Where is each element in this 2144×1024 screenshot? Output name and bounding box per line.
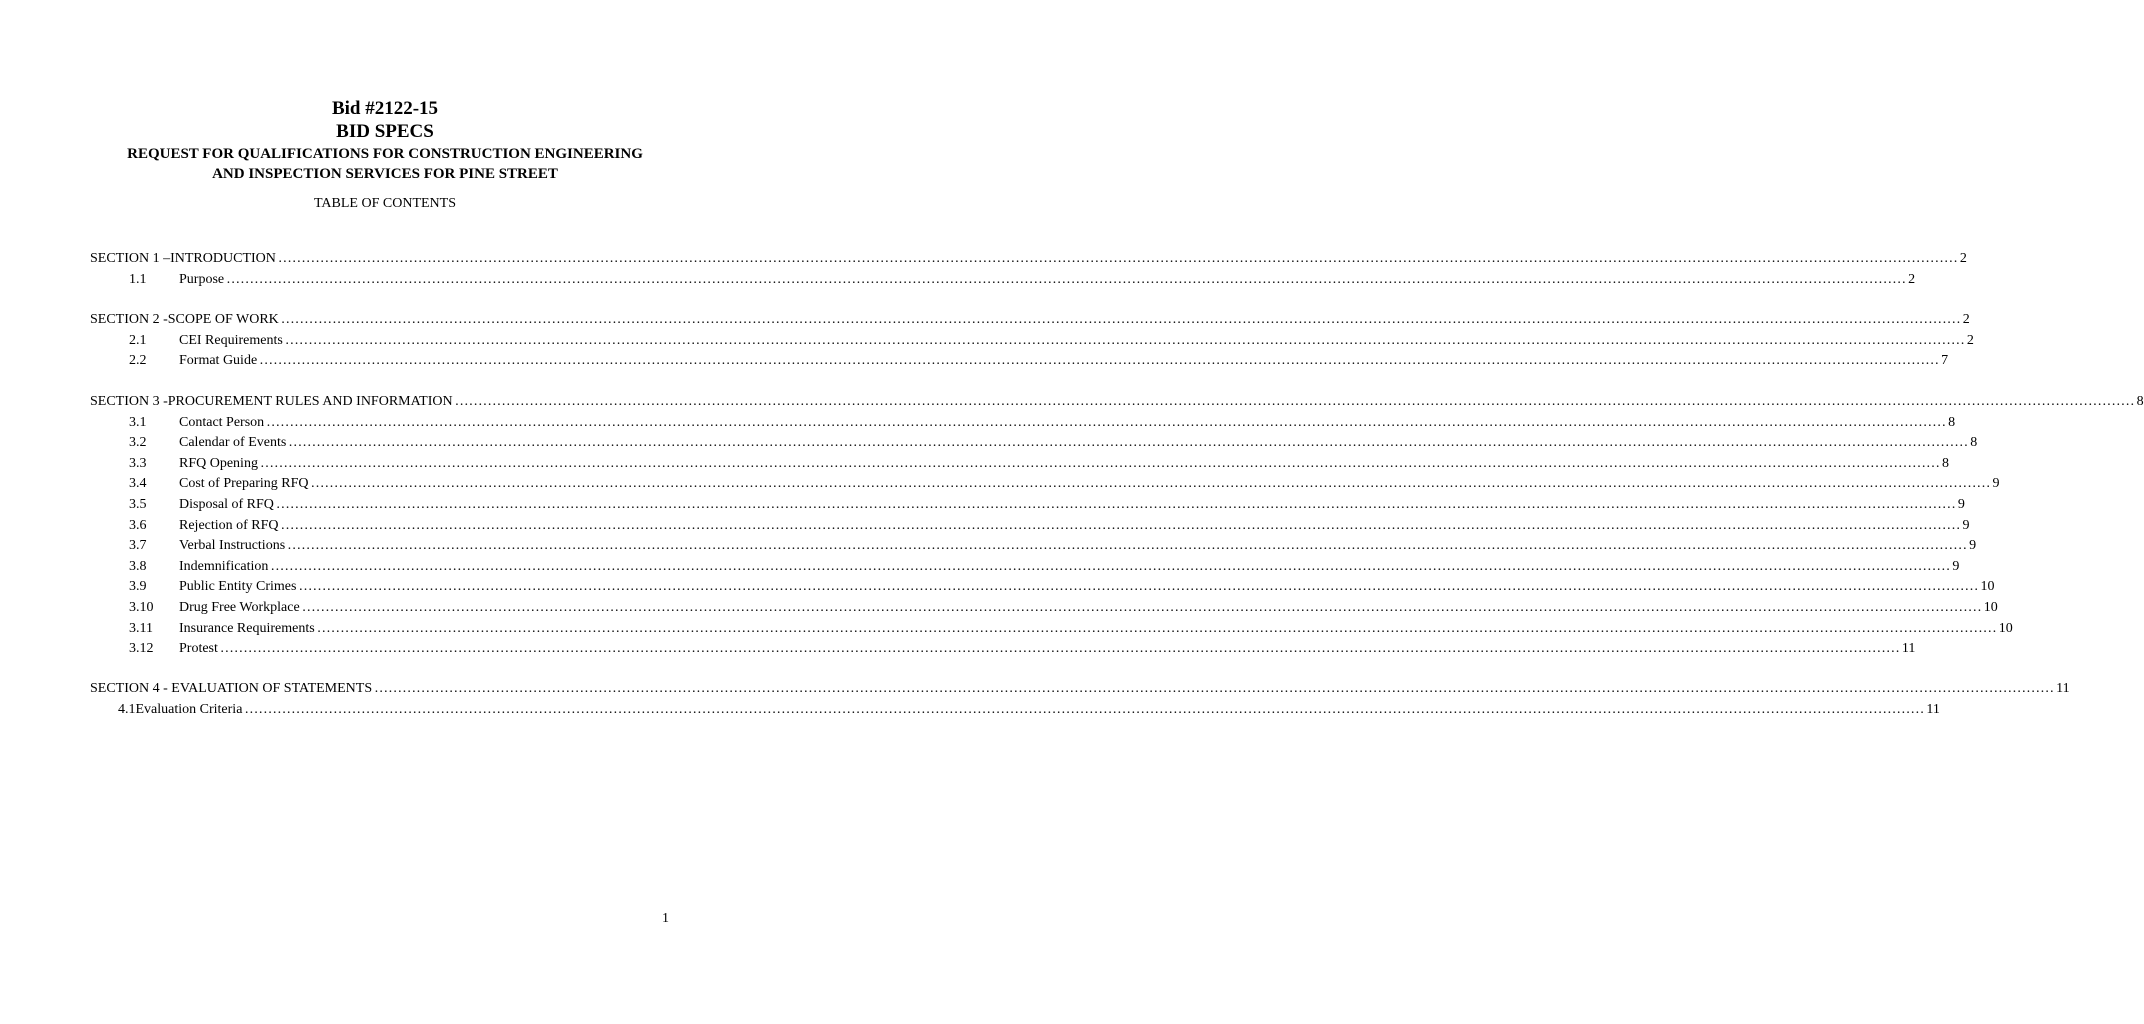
page-number: 1: [662, 911, 669, 926]
toc-section-label: SECTION 4 - EVALUATION OF STATEMENTS: [90, 681, 373, 696]
toc-leader-dots: ………………………………………………………………………………………………………………………………………………………………………………………………………………………………………………………………………………………………………………………………: [280, 517, 1961, 533]
toc-item-row: [129, 455, 1949, 473]
toc-section-row: [90, 311, 1970, 329]
toc-item-row: [129, 414, 1956, 432]
toc-leader-dots: ………………………………………………………………………………………………………………………………………………………………………………………………………………………………………………………………………………………………………………………………: [288, 435, 1969, 451]
toc-leader-dots: ………………………………………………………………………………………………………………………………………………………………………………………………………………………………………………………………………………………………………………………………: [298, 579, 1979, 595]
toc-leader-dots: ………………………………………………………………………………………………………………………………………………………………………………………………………………………………………………………………………………………………………………………………: [280, 312, 1961, 327]
toc-leader-dots: ………………………………………………………………………………………………………………………………………………………………………………………………………………………………………………………………………………………………………………………………: [266, 414, 1947, 430]
toc-leader-dots: ………………………………………………………………………………………………………………………………………………………………………………………………………………………………………………………………………………………………………………………………: [316, 620, 1997, 636]
toc-item-row: [129, 558, 1960, 576]
toc-item-label: [129, 352, 257, 370]
toc-section-row: [90, 680, 2070, 698]
toc-item-label: [129, 558, 268, 576]
toc-item-number: 3.11: [129, 620, 153, 636]
bid-number: Bid #2122-15: [331, 98, 439, 119]
toc-item-label: [129, 332, 283, 350]
toc-item-number: 2.1: [129, 332, 147, 348]
toc-item-row: [129, 640, 1916, 658]
toc-page-number: 8: [1970, 435, 1978, 451]
toc-leader-dots: ………………………………………………………………………………………………………………………………………………………………………………………………………………………………………………………………………………………………………………………………: [284, 332, 1965, 348]
toc-section-label: SECTION 3 -PROCUREMENT RULES AND INFORMATION: [90, 394, 453, 409]
toc-item-number: 4.1: [118, 701, 136, 717]
toc-section-label: SECTION 1 –INTRODUCTION: [90, 251, 276, 266]
toc-section-row: [90, 250, 1967, 268]
toc-item-label: [129, 475, 309, 493]
toc-page-number: 10: [1983, 600, 1998, 615]
toc-leader-dots: ………………………………………………………………………………………………………………………………………………………………………………………………………………………………………………………………………………………………………………………………: [259, 353, 1940, 369]
toc-item-row: [118, 701, 1940, 719]
toc-leader-dots: ………………………………………………………………………………………………………………………………………………………………………………………………………………………………………………………………………………………………………………………………: [301, 600, 1982, 615]
toc-leader-dots: ………………………………………………………………………………………………………………………………………………………………………………………………………………………………………………………………………………………………………………………………: [270, 558, 1951, 574]
toc-page-number: 2: [1908, 271, 1916, 287]
toc-page-number: 2: [1959, 251, 1967, 266]
toc-item-label: [129, 496, 274, 514]
toc-item-row: [129, 599, 1998, 617]
toc-page-number: 9: [1957, 497, 1965, 512]
toc-item-title: Calendar of Events: [179, 435, 287, 451]
toc-leader-dots: ………………………………………………………………………………………………………………………………………………………………………………………………………………………………………………………………………………………………………………………………: [244, 701, 1925, 717]
toc-item-row: [129, 578, 1995, 596]
toc-item-number: 3.6: [129, 517, 147, 533]
toc-item-title: Contact Person: [179, 414, 265, 430]
toc-leader-dots: ………………………………………………………………………………………………………………………………………………………………………………………………………………………………………………………………………………………………………………………………: [226, 271, 1907, 287]
toc-item-label: [129, 517, 279, 535]
toc-item-title: Verbal Instructions: [179, 538, 286, 554]
toc-page-number: 9: [1969, 538, 1977, 554]
toc-item-title: Cost of Preparing RFQ: [179, 476, 309, 492]
toc-item-row: [129, 517, 1970, 535]
toc-leader-dots: ………………………………………………………………………………………………………………………………………………………………………………………………………………………………………………………………………………………………………………………………: [219, 641, 1900, 657]
toc-item-number: 3.8: [129, 558, 147, 574]
toc-item-label: [129, 414, 264, 432]
request-title-line-1: REQUEST FOR QUALIFICATIONS FOR CONSTRUCTION ENGINEERING: [127, 146, 643, 162]
toc-item-title: Public Entity Crimes: [179, 579, 297, 595]
toc-item-number: 2.2: [129, 353, 147, 369]
toc-item-number: 3.1: [129, 414, 147, 430]
toc-item-number: 3.2: [129, 435, 147, 451]
toc-item-number: 3.4: [129, 476, 147, 492]
toc-item-row: [129, 271, 1916, 289]
toc-item-label: [118, 701, 242, 719]
request-title-line-2: AND INSPECTION SERVICES FOR PINE STREET: [212, 166, 558, 182]
toc-item-number: 3.3: [129, 455, 147, 471]
toc-item-row: [129, 434, 1978, 452]
toc-item-number: 3.5: [129, 497, 147, 512]
toc-item-title: Protest: [179, 641, 218, 657]
toc-page-number: 11: [1926, 701, 1940, 717]
toc-leader-dots: ………………………………………………………………………………………………………………………………………………………………………………………………………………………………………………………………………………………………………………………………: [310, 476, 1991, 492]
toc-page-number: 10: [1980, 579, 1995, 595]
toc-page-number: 9: [1992, 476, 2000, 492]
toc-section-label: SECTION 2 -SCOPE OF WORK: [90, 312, 279, 327]
toc-page-number: 8: [1948, 414, 1956, 430]
toc-item-number: 3.7: [129, 538, 147, 554]
toc-item-row: [129, 537, 1977, 555]
toc-leader-dots: ………………………………………………………………………………………………………………………………………………………………………………………………………………………………………………………………………………………………………………………………: [374, 681, 2055, 696]
toc-item-title: Insurance Requirements: [179, 620, 315, 636]
toc-page-number: 2: [1962, 312, 1970, 327]
toc-page-number: 8: [2136, 394, 2144, 409]
toc-item-title: Evaluation Criteria: [135, 701, 243, 717]
toc-page-number: 10: [1998, 620, 2013, 636]
toc-item-title: Format Guide: [179, 353, 258, 369]
toc-item-title: CEI Requirements: [179, 332, 283, 348]
toc-page-number: 7: [1941, 353, 1949, 369]
toc-item-title: RFQ Opening: [179, 455, 258, 471]
toc-leader-dots: ………………………………………………………………………………………………………………………………………………………………………………………………………………………………………………………………………………………………………………………………: [454, 394, 2135, 409]
toc-item-label: [129, 578, 296, 596]
toc-item-label: [129, 455, 258, 473]
toc-leader-dots: ………………………………………………………………………………………………………………………………………………………………………………………………………………………………………………………………………………………………………………………………: [287, 538, 1968, 554]
toc-item-title: Purpose: [179, 271, 225, 287]
toc-leader-dots: ………………………………………………………………………………………………………………………………………………………………………………………………………………………………………………………………………………………………………………………………: [259, 455, 1940, 471]
toc-item-label: [129, 271, 224, 289]
toc-page-number: 2: [1966, 332, 1974, 348]
toc-item-title: Disposal of RFQ: [179, 497, 274, 512]
toc-item-label: [129, 537, 285, 555]
toc-item-label: [129, 434, 286, 452]
toc-item-title: Indemnification: [179, 558, 269, 574]
toc-section-row: [90, 393, 2144, 411]
toc-title: TABLE OF CONTENTS: [314, 196, 456, 211]
toc-page-number: 11: [1901, 641, 1916, 657]
toc-item-label: [129, 599, 300, 617]
toc-item-row: [129, 352, 1949, 370]
toc-page-number: 9: [1952, 558, 1960, 574]
toc-item-label: [129, 620, 315, 638]
toc-item-title: Drug Free Workplace: [179, 600, 300, 615]
toc-item-row: [129, 332, 1974, 350]
toc-item-number: 1.1: [129, 271, 147, 287]
toc-page-number: 9: [1962, 517, 1970, 533]
toc-page-number: 11: [2056, 681, 2070, 696]
toc-item-number: 3.10: [129, 600, 154, 615]
toc-item-row: [129, 475, 2000, 493]
doc-type-title: BID SPECS: [336, 121, 434, 142]
toc-item-label: [129, 640, 218, 658]
toc-leader-dots: ………………………………………………………………………………………………………………………………………………………………………………………………………………………………………………………………………………………………………………………………: [275, 497, 1956, 512]
toc-page-number: 8: [1941, 455, 1949, 471]
toc-item-number: 3.12: [129, 641, 154, 657]
toc-item-number: 3.9: [129, 579, 147, 595]
toc-item-row: [129, 620, 2013, 638]
toc-leader-dots: ………………………………………………………………………………………………………………………………………………………………………………………………………………………………………………………………………………………………………………………………: [277, 251, 1958, 266]
toc-item-title: Rejection of RFQ: [179, 517, 279, 533]
toc-item-row: [129, 496, 1965, 514]
